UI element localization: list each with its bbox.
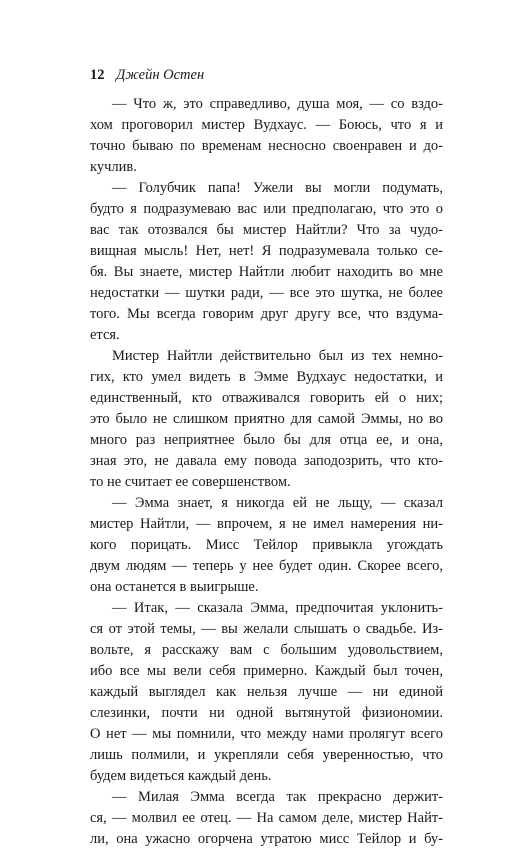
text-line: мистер Найтли, — впрочем, я не имел намерения ни- bbox=[90, 516, 443, 532]
text-line: — Голубчик папа! Ужели вы могли подумать, bbox=[112, 180, 443, 196]
text-line: ется. bbox=[90, 327, 120, 343]
text-line: хом проговорил мистер Вудхаус. — Боюсь, что я и bbox=[90, 117, 443, 133]
text-line: она останется в выигрыше. bbox=[90, 579, 259, 595]
text-line: двум людям — теперь у нее будет один. Скорее всего, bbox=[90, 558, 443, 574]
text-line: гих, кто умел видеть в Эмме Вудхаус недостатки, и bbox=[90, 369, 443, 385]
text-line: будто я подразумеваю вас или предполагаю, что это о bbox=[90, 201, 443, 217]
text-line: вищная мысль! Нет, нет! Я подразумевала только се- bbox=[90, 243, 443, 259]
text-line: того. Мы всегда говорим друг другу все, что вздума- bbox=[90, 306, 443, 322]
text-line: каждый выглядел как нельзя лучше — ни единой bbox=[90, 684, 443, 700]
text-line: — Милая Эмма всегда так прекрасно держит- bbox=[112, 789, 443, 805]
text-line: недостатки — шутки ради, — все это шутка, не более bbox=[90, 285, 443, 301]
text-line: кучлив. bbox=[90, 159, 137, 175]
text-line: — Эмма знает, я никогда ей не льщу, — сказал bbox=[112, 495, 443, 511]
text-line: ибо все мы вели себя примерно. Каждый был точен, bbox=[90, 663, 443, 679]
text-line: зная это, не давала ему повода заподозрить, что кто- bbox=[90, 453, 443, 469]
text-line: — Что ж, это справедливо, душа моя, — со вздо- bbox=[112, 96, 443, 112]
text-line: лишь полмили, и укрепляли себя уверенностью, что bbox=[90, 747, 443, 763]
text-line: кого порицать. Мисс Тейлор привыкла угождать bbox=[90, 537, 443, 553]
text-line: — Итак, — сказала Эмма, предпочитая уклонить- bbox=[112, 600, 443, 616]
text-line: точно бываю по временам несносно своенравен и до- bbox=[90, 138, 443, 154]
text-line: будем видеться каждый день. bbox=[90, 768, 272, 784]
text-line: слезинки, почти ни одной вытянутой физиономии. bbox=[90, 705, 443, 721]
book-page bbox=[90, 66, 443, 850]
text-line: то не считает ее совершенством. bbox=[90, 474, 291, 490]
text-line: единственный, кто отваживался говорить ей о них; bbox=[90, 390, 443, 406]
body-text bbox=[90, 94, 443, 850]
text-line: бя. Вы знаете, мистер Найтли любит находить во мне bbox=[90, 264, 443, 280]
text-line: Мистер Найтли действительно был из тех немно- bbox=[112, 348, 443, 364]
text-line: вольте, я расскажу вам с большим удовольствием, bbox=[90, 642, 443, 658]
running-header bbox=[90, 66, 443, 84]
text-line: ся, — молвил ее отец. — На самом деле, мистер Найт- bbox=[90, 810, 443, 826]
text-line: вас так отозвался бы мистер Найтли? Что за чудо- bbox=[90, 222, 443, 238]
text-line: это было не слишком приятно для самой Эммы, но во bbox=[90, 411, 443, 427]
page-number: 12 bbox=[90, 67, 105, 83]
text-line: ся от этой темы, — вы желали слышать о свадьбе. Из- bbox=[90, 621, 443, 637]
running-title: Джейн Остен bbox=[116, 67, 205, 83]
text-line: ли, она ужасно огорчена утратою мисс Тейлор и бу- bbox=[90, 831, 443, 847]
text-line: О нет — мы помнили, что между нами пролягут всего bbox=[90, 726, 443, 742]
text-line: много раз неприятнее было бы для отца ее, и она, bbox=[90, 432, 443, 448]
